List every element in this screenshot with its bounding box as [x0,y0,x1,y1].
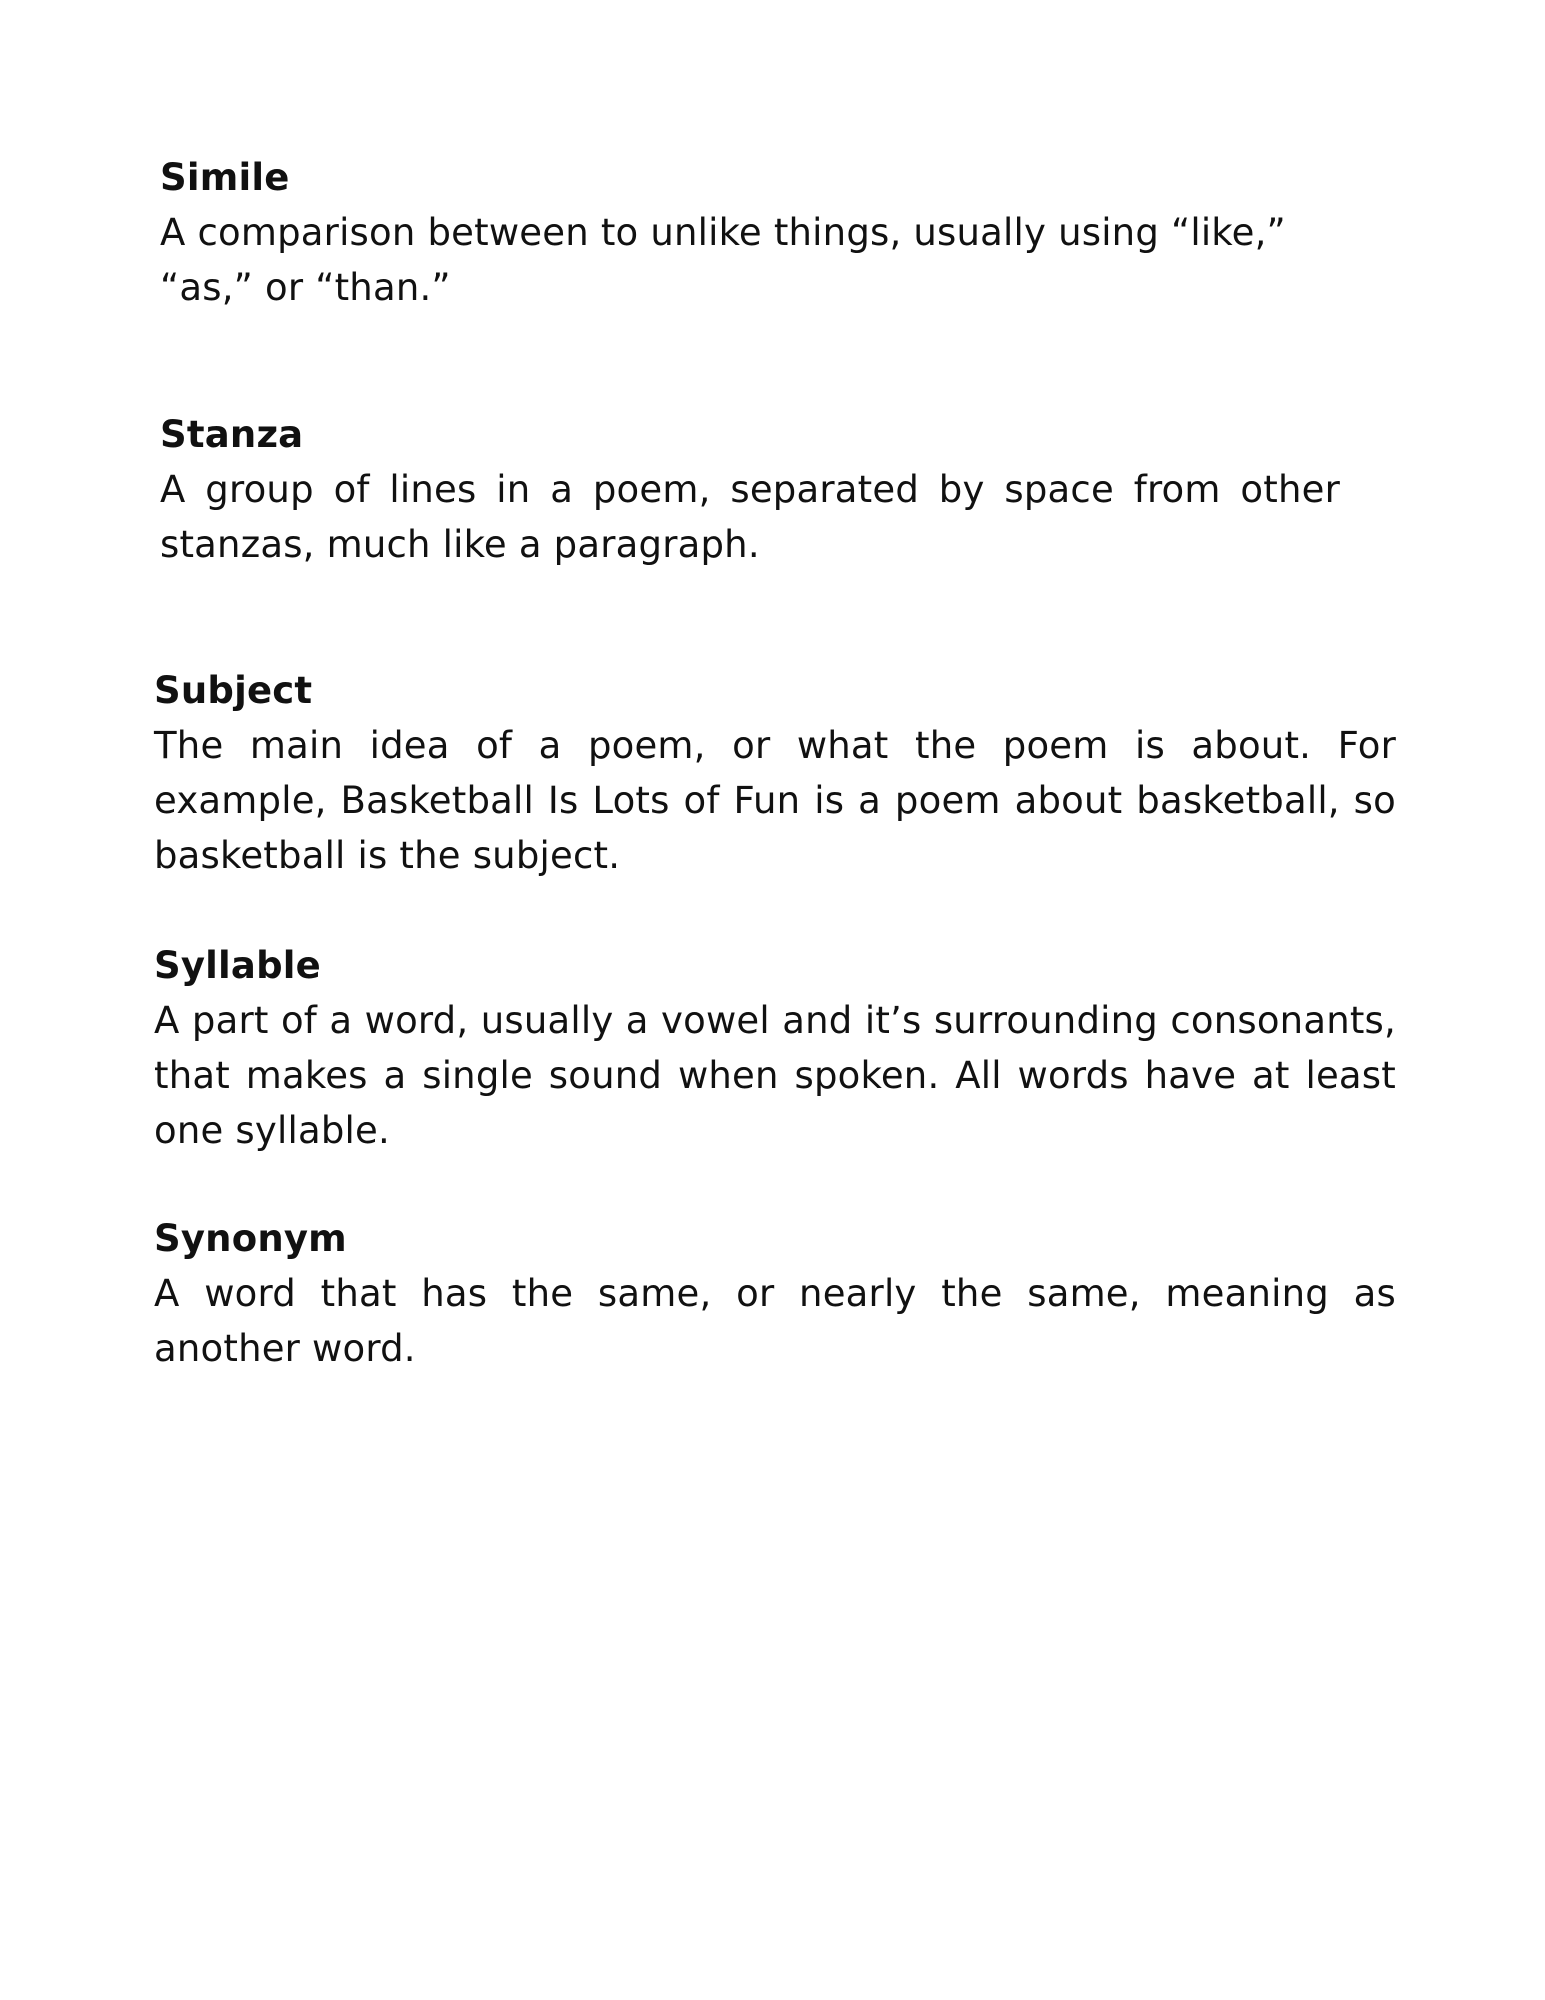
glossary-entry-subject [154,663,1396,883]
term-definition: A group of lines in a poem, separated by space from other stanzas, much like a paragraph. [160,468,1340,566]
term-definition: A comparison between to unlike things, usually using “like,” “as,” or “than.” [160,211,1286,309]
term-heading: Stanza [160,413,304,456]
term-heading: Simile [160,156,290,199]
glossary-entry-stanza [160,407,1340,572]
glossary-entry-simile [160,150,1340,315]
term-heading: Subject [154,669,313,712]
term-definition: A word that has the same, or nearly the same, meaning as another word. [154,1272,1396,1370]
term-definition: A part of a word, usually a vowel and it’s surrounding consonants, that makes a single sound when spoken. All words have at least one syllable. [154,999,1396,1152]
glossary-entry-synonym [154,1211,1396,1376]
glossary-entry-syllable [154,938,1396,1158]
term-definition: The main idea of a poem, or what the poem is about. For example, Basketball Is Lots of Fun is a poem about basketball, so basketball is the subject. [154,724,1396,877]
term-heading: Synonym [154,1217,347,1260]
term-heading: Syllable [154,944,321,987]
